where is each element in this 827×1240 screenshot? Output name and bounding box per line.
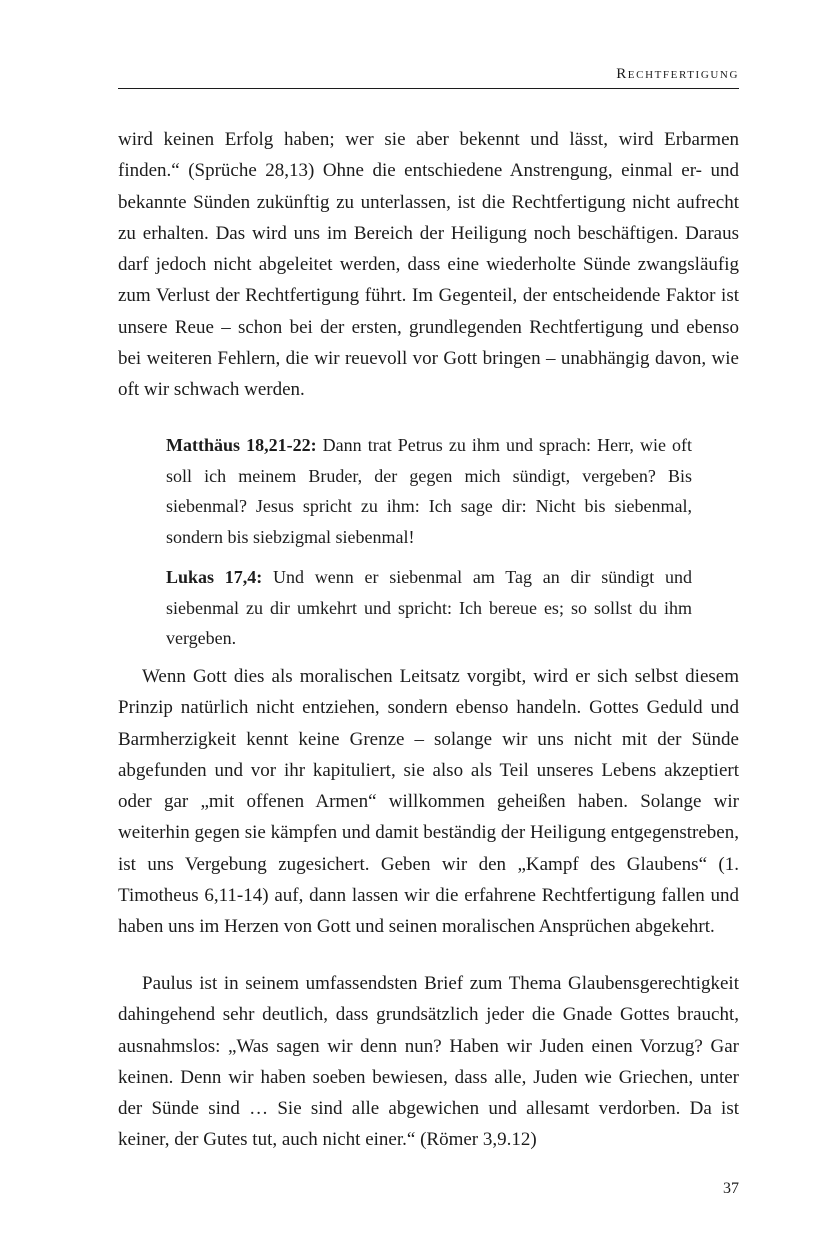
- quote-text: Dann trat Petrus zu ihm und sprach: Herr, wie oft soll ich meinem Bruder, der gegen mich sündigt, vergeben? Bis siebenmal? Jesus spricht zu ihm: Ich sage dir: Nicht bis siebenmal, sondern bis siebzigmal siebenmal!: [166, 435, 693, 547]
- page-number: 37: [723, 1180, 739, 1197]
- running-head: [118, 64, 739, 89]
- quote-paragraph: [166, 562, 692, 654]
- paragraph-text: Wenn Gott dies als moralischen Leitsatz vorgibt, wird er sich selbst diesem Prinzip natürlich nicht entziehen, sondern ebenso handeln. Gottes Geduld und Barmherzigkeit kennt keine Grenze – solange wir uns nicht mit der Sünde abgefunden und vor ihr kapituliert, sie also als Teil unseres Lebens akzeptiert oder gar „mit offenen Armen“ willkommen geheißen haben. Solange wir weiterhin gegen sie kämpfen und damit beständig der Heiligung entgegenstreben, ist uns Vergebung zugesichert. Geben wir den „Kampf des Glaubens“ (1. Timotheus 6,11-14) auf, dann lassen wir die erfahrene Rechtfertigung fallen und haben uns im Herzen von Gott und seinen moralischen Ansprüchen abgekehrt.: [118, 666, 739, 938]
- paragraph-text: wird keinen Erfolg haben; wer sie aber bekennt und lässt, wird Erbarmen finden.“ (Sprüche 28,13) Ohne die entschiedene Anstrengung, einmal er- und bekannte Sünden zukünftig zu unterlassen, ist die Rechtfertigung nicht aufrecht zu erhalten. Das wird uns im Bereich der Heiligung noch beschäftigen. Daraus darf jedoch nicht abgeleitet werden, dass eine wiederholte Sünde zwangsläufig zum Verlust der Rechtfertigung führt. Im Gegenteil, der entscheidende Faktor ist unsere Reue – schon bei der ersten, grundlegenden Rechtfertigung und ebenso bei weiteren Fehlern, die wir reuevoll vor Gott bringen – unabhängig davon, wie oft wir schwach werden.: [118, 129, 739, 401]
- running-title: Rechtfertigung: [616, 66, 739, 82]
- body-paragraph-1: [118, 124, 739, 406]
- quote-text: Und wenn er siebenmal am Tag an dir sündigt und siebenmal zu dir umkehrt und spricht: Ich bereue es; so sollst du ihm vergeben.: [166, 567, 692, 648]
- quote-paragraph: [166, 430, 692, 552]
- quote-reference: Matthäus 18,21-22:: [166, 435, 317, 455]
- bible-quote-matthew: [166, 430, 692, 552]
- body-paragraph-2: [118, 661, 739, 943]
- quote-reference: Lukas 17,4:: [166, 567, 263, 587]
- body-paragraph-3: [118, 968, 739, 1156]
- bible-quote-luke: [166, 562, 692, 654]
- paragraph-text: Paulus ist in seinem umfassendsten Brief zum Thema Glaubensgerechtigkeit dahingehend sehr deutlich, dass grundsätzlich jeder die Gnade Gottes braucht, ausnahmslos: „Was sagen wir denn nun? Haben wir Juden einen Vorzug? Gar keinen. Denn wir haben soeben bewiesen, dass alle, Juden wie Griechen, unter der Sünde sind … Sie sind alle abgewichen und allesamt verdorben. Da ist keiner, der Gutes tut, auch nicht einer.“ (Römer 3,9.12): [118, 973, 739, 1151]
